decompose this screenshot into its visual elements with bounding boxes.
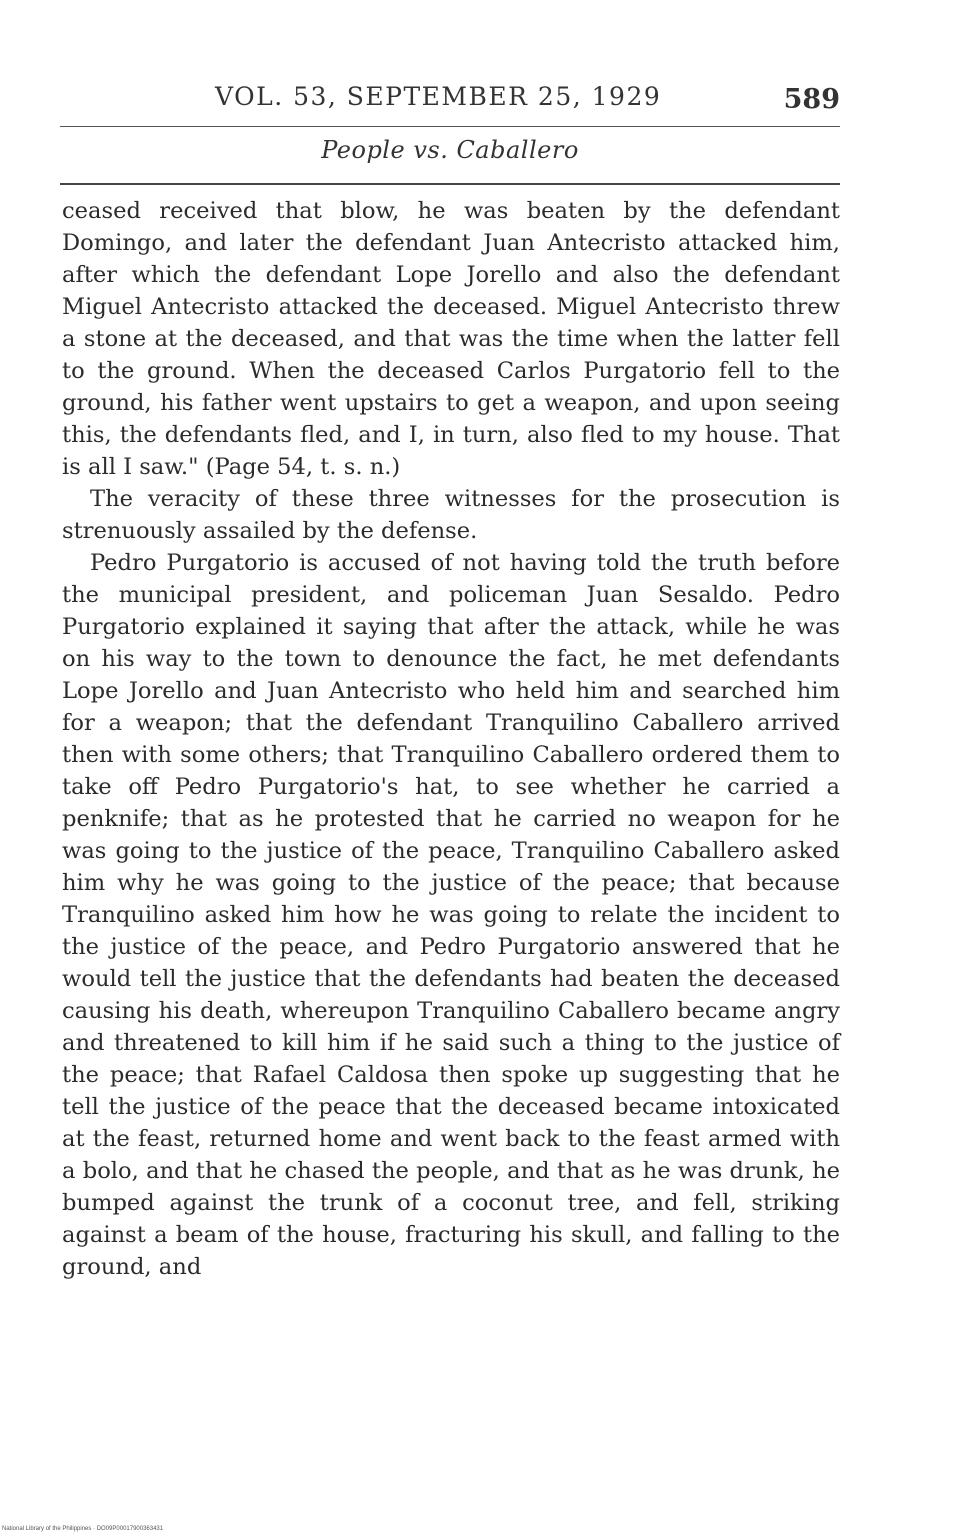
library-source-note: National Library of the Philippines · DO09P00017900363431	[2, 1526, 164, 1532]
paragraph-pedro-purgatorio: Pedro Purgatorio is accused of not having told the truth before the municipal president, and policeman Juan Sesaldo. Pedro Purgatorio explained it saying that after the attack, while he was on his way to the town to denounce the fact, he met defendants Lope Jorello and Juan Antecristo who held him and searched him for a weapon; that the defendant Tranquilino Caballero arrived then with some others; that Tranquilino Caballero ordered them to take off Pedro Purgatorio's hat, to see whether he carried a penknife; that as he protested that he carried no weapon for he was going to the justice of the peace, Tranquilino Caballero asked him why he was going to the justice of the peace; that because Tranquilino asked him how he was going to relate the incident to the justice of the peace, and Pedro Purgatorio answered that he would tell the justice that the defendants had beaten the deceased causing his death, whereupon Tranquilino Caballero became angry and threatened to kill him if he said such a thing to the justice of the peace; that Rafael Caldosa then spoke up suggesting that he tell the justice of the peace that the deceased became intoxicated at the feast, returned home and went back to the feast armed with a bolo, and that he chased the people, and that as he was drunk, he bumped against the trunk of a coconut tree, and fell, striking against a beam of the house, fracturing his skull, and falling to the ground, and	[62, 550, 840, 1280]
case-title: People vs. Caballero	[321, 136, 579, 164]
page-number: 589	[783, 84, 840, 115]
paragraph-continued-quote: ceased received that blow, he was beaten by the defendant Domingo, and later the defendant Juan Antecristo attacked him, after which the defendant Lope Jorello and also the defendant Miguel Antecristo attacked the deceased. Miguel Antecristo threw a stone at the deceased, and that was the time when the latter fell to the ground. When the deceased Carlos Purgatorio fell to the ground, his father went upstairs to get a weapon, and upon seeing this, the defendants fled, and I, in turn, also fled to my house. That is all I saw." (Page 54, t. s. n.)	[62, 198, 840, 480]
header-rule-top	[60, 126, 840, 127]
header-rule-bottom	[60, 183, 840, 185]
running-head	[60, 82, 840, 122]
volume-date-line: VOL. 53, SEPTEMBER 25, 1929	[215, 82, 662, 111]
paragraph-veracity: The veracity of these three witnesses for the prosecution is strenuously assailed by the defense.	[62, 486, 840, 544]
body-text	[62, 195, 840, 1283]
